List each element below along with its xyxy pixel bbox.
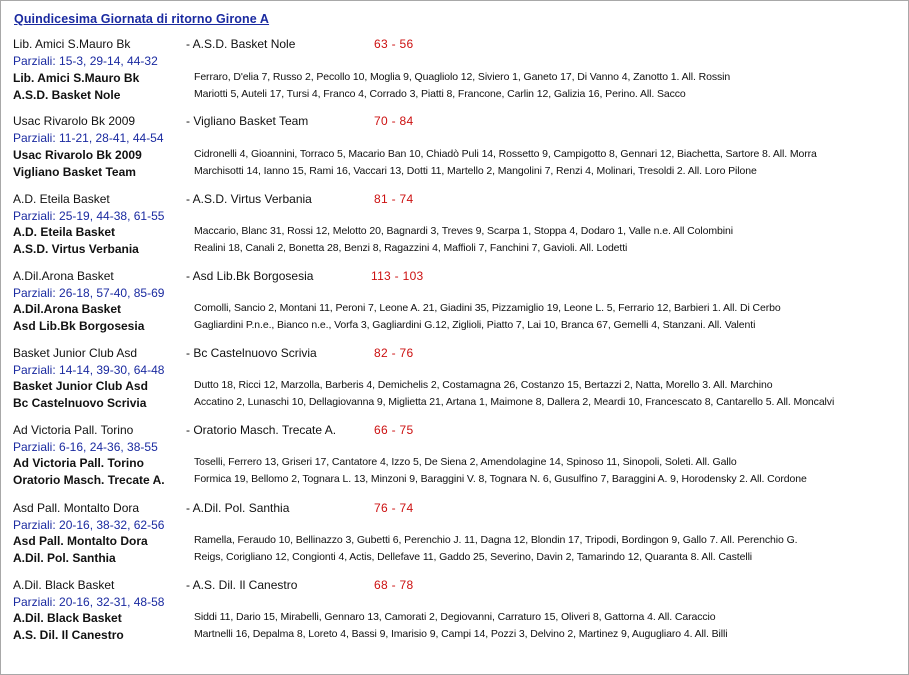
partial-scores: Parziali: 6-16, 24-36, 38-55 [13, 440, 158, 454]
page-title[interactable]: Quindicesima Giornata di ritorno Girone A [14, 12, 270, 26]
away-team-label: Bc Castelnuovo Scrivia [13, 396, 147, 410]
away-team: - Bc Castelnuovo Scrivia [186, 346, 317, 360]
game-block [1, 345, 906, 417]
away-team: - Vigliano Basket Team [186, 114, 309, 128]
game-block [1, 500, 906, 572]
home-team-label: Ad Victoria Pall. Torino [13, 456, 144, 470]
away-team-label: A.S.D. Basket Nole [13, 88, 121, 102]
partial-scores: Parziali: 11-21, 28-41, 44-54 [13, 131, 164, 145]
home-team: Lib. Amici S.Mauro Bk [13, 37, 131, 51]
away-team-label: Vigliano Basket Team [13, 165, 136, 179]
home-team-label: Lib. Amici S.Mauro Bk [13, 71, 140, 85]
home-team: A.Dil. Black Basket [13, 578, 115, 592]
away-players: Gagliardini P.n.e., Bianco n.e., Vorfa 3, Gagliardini G.12, Ziglioli, Piatto 7, Lai 10, Branca 67, Gemelli 4, Stanzani. All. Valenti [194, 319, 756, 331]
partial-scores: Parziali: 14-14, 39-30, 64-48 [13, 363, 165, 377]
final-score: 82 - 76 [374, 346, 414, 360]
home-players: Maccario, Blanc 31, Rossi 12, Melotto 20, Bagnardi 3, Treves 9, Scarpa 1, Stoppa 4, Dodaro 1, Valle n.e. All Colombini [194, 225, 733, 237]
partial-scores: Parziali: 20-16, 38-32, 62-56 [13, 518, 165, 532]
partial-scores: Parziali: 20-16, 32-31, 48-58 [13, 595, 165, 609]
final-score: 68 - 78 [374, 578, 414, 592]
game-block [1, 36, 906, 108]
home-team: Usac Rivarolo Bk 2009 [13, 114, 136, 128]
home-players: Cidronelli 4, Gioannini, Torraco 5, Macario Ban 10, Chiadò Puli 14, Rossetto 9, Campigotto 8, Gennari 12, Biachetta, Sartore 8. All. Morra [194, 148, 817, 160]
home-team: Ad Victoria Pall. Torino [13, 423, 134, 437]
home-team-label: A.Dil.Arona Basket [13, 302, 122, 316]
away-players: Realini 18, Canali 2, Bonetta 28, Benzi 8, Ragazzini 4, Maffioli 7, Fanchini 7, Gavioli. All. Lodetti [194, 242, 628, 254]
partial-scores: Parziali: 26-18, 57-40, 85-69 [13, 286, 165, 300]
away-team: - A.Dil. Pol. Santhia [186, 501, 290, 515]
away-players: Formica 19, Bellomo 2, Tognara L. 13, Minzoni 9, Baraggini V. 8, Tognara N. 6, Gusulfino 7, Baraggini A. 9, Horodensky 2. All. Cordone [194, 473, 807, 485]
home-players: Ramella, Feraudo 10, Bellinazzo 3, Gubetti 6, Perenchio J. 11, Dagna 12, Blondin 17, Tripodi, Bordingon 9, Gallo 7. All. Perenchio G. [194, 534, 798, 546]
home-team: Asd Pall. Montalto Dora [13, 501, 140, 515]
game-block [1, 422, 906, 494]
home-team: Basket Junior Club Asd [13, 346, 138, 360]
game-block [1, 191, 906, 263]
away-players: Reigs, Corigliano 12, Congionti 4, Actis, Dellefave 11, Gaddo 25, Severino, Davin 2, Tamarindo 12, Quaranta 8. All. Castelli [194, 551, 753, 563]
game-block [1, 113, 906, 185]
final-score: 113 - 103 [371, 269, 424, 283]
partial-scores: Parziali: 15-3, 29-14, 44-32 [13, 54, 158, 68]
away-team: - Asd Lib.Bk Borgosesia [186, 269, 314, 283]
away-team-label: A.S.D. Virtus Verbania [13, 242, 139, 256]
away-team-label: A.S. Dil. Il Canestro [13, 628, 124, 642]
away-team-label: Asd Lib.Bk Borgosesia [13, 319, 145, 333]
final-score: 63 - 56 [374, 37, 414, 51]
home-players: Ferraro, D'elia 7, Russo 2, Pecollo 10, Moglia 9, Quagliolo 12, Siviero 1, Ganeto 17, Di Vanno 4, Zanotto 1. All. Rossin [194, 71, 731, 83]
final-score: 81 - 74 [374, 192, 414, 206]
home-team-label: Usac Rivarolo Bk 2009 [13, 148, 142, 162]
home-team-label: Basket Junior Club Asd [13, 379, 148, 393]
home-players: Siddi 11, Dario 15, Mirabelli, Gennaro 13, Camorati 2, Degiovanni, Carraturo 15, Oliveri 8, Gattorna 4. All. Caraccio [194, 611, 716, 623]
final-score: 70 - 84 [374, 114, 414, 128]
away-players: Mariotti 5, Auteli 17, Tursi 4, Franco 4, Corrado 3, Piatti 8, Francone, Carlin 12, Galizia 16, Perino. All. Sacco [194, 88, 686, 100]
partial-scores: Parziali: 25-19, 44-38, 61-55 [13, 209, 165, 223]
away-team: - A.S. Dil. Il Canestro [186, 578, 298, 592]
home-players: Toselli, Ferrero 13, Griseri 17, Cantatore 4, Izzo 5, De Siena 2, Amendolagine 14, Spinoso 11, Sinopoli, Soleti. All. Gallo [194, 456, 737, 468]
away-players: Martnelli 16, Depalma 8, Loreto 4, Bassi 9, Imarisio 9, Campi 14, Pozzi 3, Delvino 2, Martinez 9, Augugliaro 4. All. Billi [194, 628, 728, 640]
final-score: 66 - 75 [374, 423, 414, 437]
game-block [1, 577, 906, 649]
away-team: - Oratorio Masch. Trecate A. [186, 423, 337, 437]
away-team: - A.S.D. Virtus Verbania [186, 192, 312, 206]
game-block [1, 268, 906, 340]
away-team: - A.S.D. Basket Nole [186, 37, 296, 51]
home-team-label: Asd Pall. Montalto Dora [13, 534, 148, 548]
away-players: Accatino 2, Lunaschi 10, Dellagiovanna 9, Miglietta 21, Artana 1, Maimone 8, Dallera 2, Meardi 10, Francescato 8, Cantarello 5. All. Moncalvi [194, 396, 835, 408]
home-players: Dutto 18, Ricci 12, Marzolla, Barberis 4, Demichelis 2, Costamagna 26, Costanzo 15, Bertazzi 2, Natta, Morello 3. All. Marchino [194, 379, 773, 391]
away-players: Marchisotti 14, Ianno 15, Rami 16, Vaccari 13, Dotti 11, Martello 2, Mangolini 7, Renzi 4, Molinari, Tresoldi 2. All. Loro Pilone [194, 165, 757, 177]
home-team: A.D. Eteila Basket [13, 192, 110, 206]
home-team-label: A.D. Eteila Basket [13, 225, 116, 239]
home-team-label: A.Dil. Black Basket [13, 611, 122, 625]
home-players: Comolli, Sancio 2, Montani 11, Peroni 7, Leone A. 21, Giadini 35, Pizzamiglio 19, Leone L. 5, Ferrario 12, Barbieri 1. All. Di Cerbo [194, 302, 781, 314]
home-team: A.Dil.Arona Basket [13, 269, 114, 283]
away-team-label: Oratorio Masch. Trecate A. [13, 473, 165, 487]
final-score: 76 - 74 [374, 501, 414, 515]
away-team-label: A.Dil. Pol. Santhia [13, 551, 116, 565]
